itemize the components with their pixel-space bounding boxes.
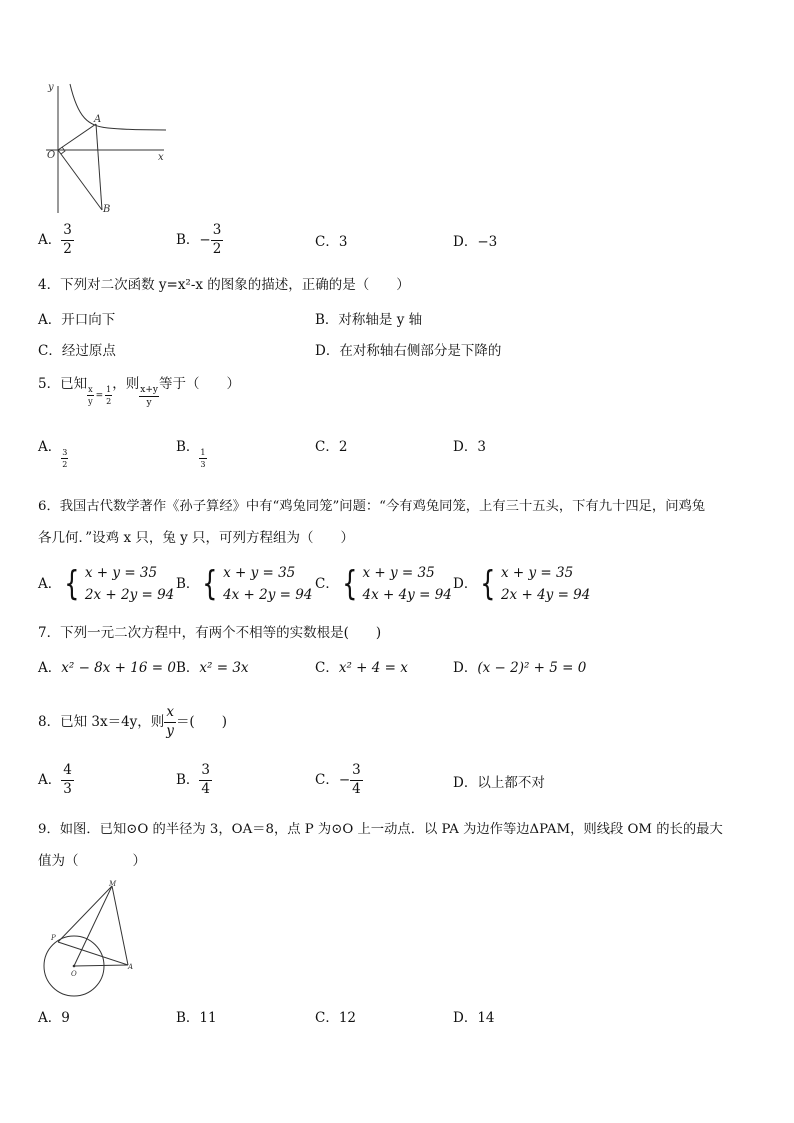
- q9-figure: [36, 876, 146, 1016]
- q3-option-a[interactable]: A． $\frac{3}{2}$: [38, 222, 72, 257]
- segment-pm: [58, 886, 112, 942]
- q6-option-c[interactable]: C． { x + y = 35 4x + 4y = 94: [315, 564, 452, 604]
- label-o: O: [47, 150, 56, 161]
- segment-ob: [58, 150, 102, 210]
- q8-option-c[interactable]: C． − $\frac{3}{4}$: [315, 762, 361, 797]
- cond-fraction-left: $\frac{x}{y}$: [88, 385, 93, 406]
- q9-option-b[interactable]: B．11: [176, 1010, 217, 1026]
- q8-option-d[interactable]: D．以上都不对: [453, 775, 545, 791]
- q9-option-a[interactable]: A．9: [38, 1010, 70, 1026]
- q9-option-d[interactable]: D．14: [453, 1010, 495, 1026]
- q5-option-d[interactable]: D．3: [453, 439, 486, 455]
- q5-option-a[interactable]: A． $\frac{3}{2}$: [38, 439, 68, 469]
- q7-option-c[interactable]: C．x² + 4 = x: [315, 660, 408, 676]
- label-a: A: [128, 963, 134, 971]
- q9-option-c[interactable]: C．12: [315, 1010, 357, 1026]
- q5-option-b[interactable]: B． $\frac{1}{3}$: [176, 439, 206, 469]
- cond-fraction-right: $\frac{1}{2}$: [106, 385, 112, 406]
- q6-option-b[interactable]: B． { x + y = 35 4x + 2y = 94: [176, 564, 313, 604]
- q3-option-d[interactable]: D．−3: [453, 234, 498, 250]
- segment-oa: [74, 965, 128, 966]
- label-p: P: [51, 934, 56, 942]
- label-b: B: [103, 204, 111, 215]
- q6-option-a[interactable]: A． { x + y = 35 2x + 2y = 94: [38, 564, 175, 604]
- q3-figure: [38, 78, 170, 218]
- q7-option-a[interactable]: A．x² − 8x + 16 = 0: [38, 660, 176, 676]
- label-x: x: [158, 152, 164, 163]
- q5-option-c[interactable]: C．2: [315, 439, 348, 455]
- segment-ma: [112, 886, 128, 965]
- fraction: $\frac{3}{2}$: [63, 222, 72, 257]
- q9-stem-line1: 9．如图．已知⊙O 的半径为 3，OA＝8，点 P 为⊙O 上一动点．以 PA 为边作等边ΔPAM，则线段 OM 的长的最大: [38, 822, 723, 837]
- q6-stem-line2: 各几何．”设鸡 x 只，兔 y 只，可列方程组为（ ）: [38, 530, 355, 546]
- segment-pa: [58, 942, 128, 965]
- q7-option-d[interactable]: D．(x − 2)² + 5 = 0: [453, 660, 587, 676]
- center-dot: [73, 965, 76, 968]
- segment-oa: [58, 124, 96, 150]
- q8-option-b[interactable]: B． $\frac{3}{4}$: [176, 762, 211, 797]
- segment-ab: [96, 124, 102, 210]
- q3-option-b[interactable]: B． − $\frac{3}{2}$: [176, 222, 222, 257]
- q4-option-d[interactable]: D．在对称轴右侧部分是下降的: [315, 343, 502, 359]
- ask-fraction: $\frac{x+y}{y}$: [140, 385, 158, 408]
- q4-option-c[interactable]: C．经过原点: [38, 343, 116, 359]
- q8-option-a[interactable]: A． $\frac{4}{3}$: [38, 762, 72, 797]
- label-a: A: [94, 114, 102, 125]
- q3-option-c[interactable]: C．3: [315, 234, 348, 250]
- q4-option-a[interactable]: A．开口向下: [38, 312, 116, 328]
- q6-stem-line1: 6．我国古代数学著作《孙子算经》中有“鸡兔同笼”问题：“今有鸡兔同笼，上有三十五头，下有九十四足，问鸡兔: [38, 499, 706, 514]
- q4-option-b[interactable]: B．对称轴是 y 轴: [315, 312, 423, 328]
- q7-stem: 7．下列一元二次方程中，有两个不相等的实数根是( ): [38, 625, 382, 641]
- fraction: $\frac{3}{2}$: [212, 222, 222, 257]
- q5-stem: 5．已知 $\frac{x}{y}$ = $\frac{1}{2}$ ，则 $\frac{x+y}{y}$ 等于（ ）: [38, 376, 240, 408]
- label-y: y: [48, 82, 54, 93]
- q9-stem-line2: 值为（ ）: [38, 853, 146, 869]
- q4-stem: 4．下列对二次函数 y=x²-x 的图象的描述，正确的是（ ）: [38, 277, 410, 293]
- label-o: O: [71, 970, 77, 978]
- hyperbola-curve: [70, 84, 166, 130]
- q6-option-d[interactable]: D． { x + y = 35 2x + 4y = 94: [453, 564, 591, 604]
- q8-stem: 8．已知 3x＝4y，则 $\frac{x}{y}$ ＝( ): [38, 704, 227, 739]
- label-m: M: [109, 880, 117, 888]
- q7-option-b[interactable]: B．x² = 3x: [176, 660, 249, 676]
- q8-fraction: $\frac{x}{y}$: [166, 704, 174, 739]
